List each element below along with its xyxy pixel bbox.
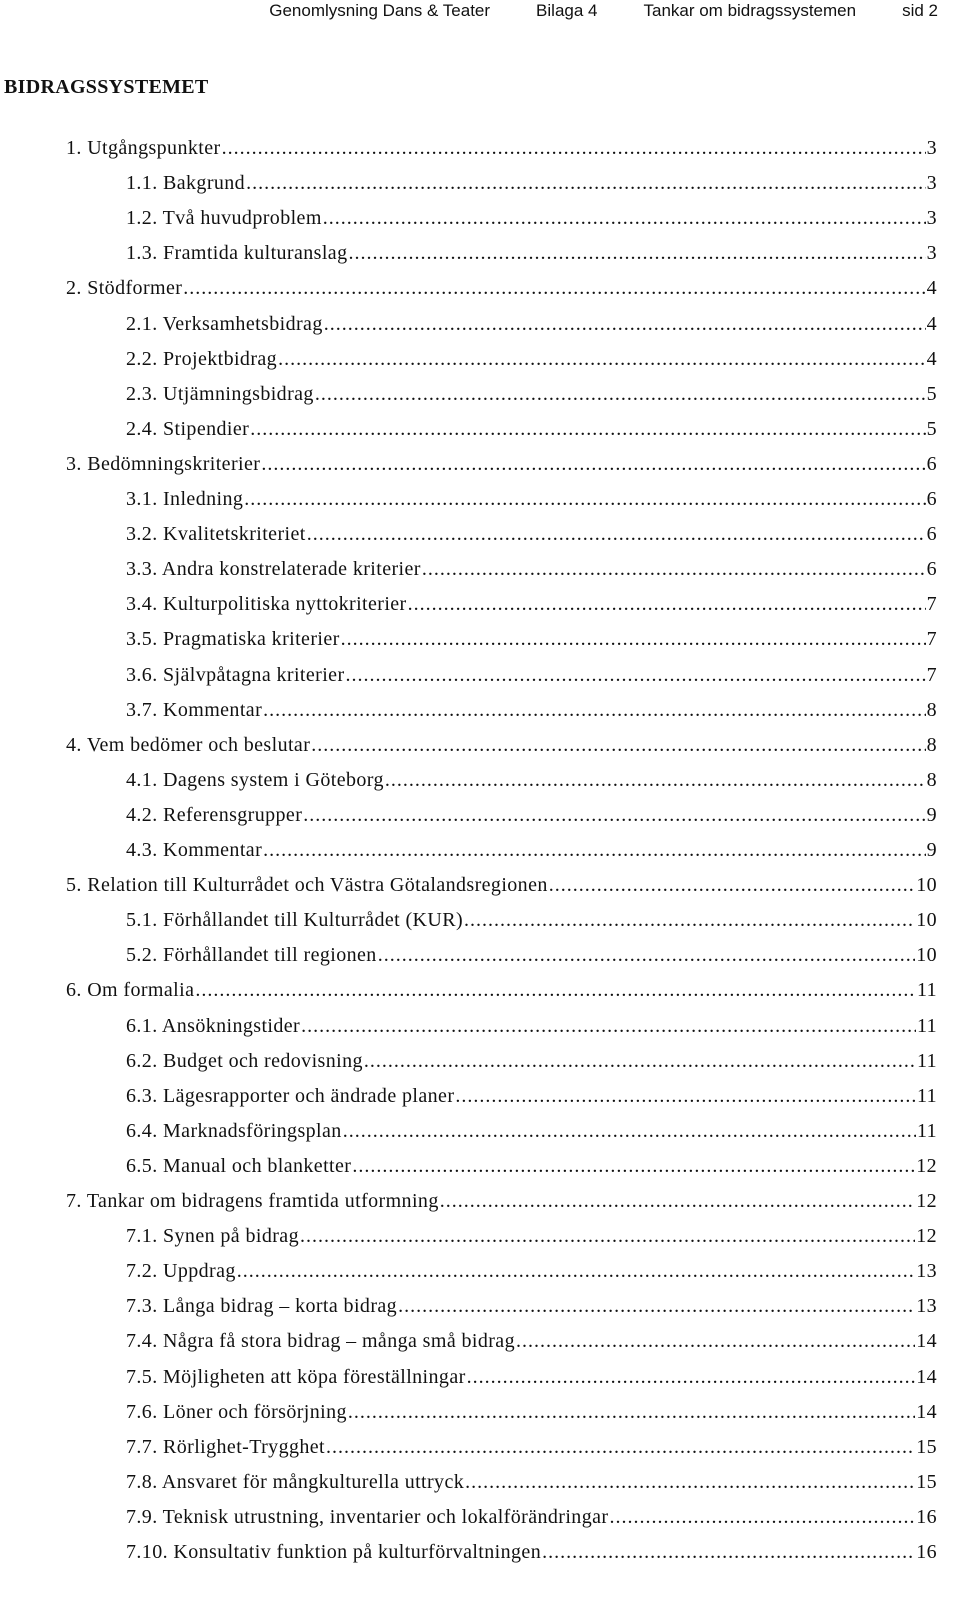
toc-entry-page: 3 <box>926 242 937 265</box>
toc-entry-page: 5 <box>926 382 937 405</box>
toc-entry[interactable] <box>126 660 937 690</box>
toc-dot-leader <box>183 273 925 303</box>
toc-entry[interactable] <box>126 168 937 198</box>
toc-entry-page: 11 <box>916 979 937 1002</box>
toc-dot-leader <box>364 1046 916 1076</box>
toc-entry[interactable] <box>126 1291 937 1321</box>
toc-dot-leader <box>315 379 926 409</box>
toc-entry-label: 3.3. Andra konstrelaterade kriterier <box>126 558 421 581</box>
header-page-number: sid 2 <box>902 1 938 20</box>
toc-entry-page: 13 <box>916 1295 937 1318</box>
toc-dot-leader <box>348 238 925 268</box>
toc-entry[interactable] <box>126 624 937 654</box>
toc-entry[interactable] <box>126 1397 937 1427</box>
toc-entry[interactable] <box>66 133 937 163</box>
toc-entry-label: 3.1. Inledning <box>126 488 244 510</box>
toc-entry[interactable] <box>126 1256 937 1286</box>
toc-entry-page: 3 <box>926 207 937 230</box>
toc-entry-label: 6.4. Marknadsföringsplan <box>126 1119 342 1142</box>
toc-entry-page: 9 <box>926 803 937 826</box>
toc-entry[interactable] <box>126 765 937 795</box>
toc-dot-leader <box>307 519 926 549</box>
toc-dot-leader <box>422 554 926 584</box>
toc-entry-label: 3.7. Kommentar <box>126 698 263 721</box>
toc-dot-leader <box>467 1362 916 1392</box>
toc-entry-label: 5.2. Förhållandet till regionen <box>126 944 377 967</box>
toc-entry-page: 10 <box>916 944 937 967</box>
toc-entry-label: 7. Tankar om bidragens framtida utformning <box>66 1190 439 1212</box>
toc-entry-label: 6.1. Ansökningstider <box>126 1014 301 1037</box>
toc-entry-label: 4. Vem bedömer och beslutar <box>66 733 311 756</box>
toc-dot-leader <box>455 1081 916 1111</box>
toc-entry[interactable] <box>66 449 937 479</box>
toc-entry-page: 12 <box>916 1190 937 1212</box>
toc-dot-leader <box>346 660 926 690</box>
toc-dot-leader <box>300 1221 915 1251</box>
toc-entry-label: 3.2. Kvalitetskriteriet <box>126 523 306 546</box>
toc-entry-page: 4 <box>926 277 937 300</box>
toc-entry[interactable] <box>126 695 937 725</box>
toc-dot-leader <box>195 975 916 1005</box>
toc-entry-label: 6.5. Manual och blanketter <box>126 1154 352 1177</box>
toc-dot-leader <box>311 730 925 760</box>
toc-entry[interactable] <box>126 1537 937 1567</box>
toc-entry[interactable] <box>66 730 937 760</box>
toc-dot-leader <box>464 905 915 935</box>
toc-dot-leader <box>324 309 926 339</box>
toc-entry-page: 8 <box>926 733 937 756</box>
toc-entry[interactable] <box>66 975 937 1005</box>
toc-dot-leader <box>263 835 925 865</box>
toc-entry-page: 10 <box>916 874 937 897</box>
document-title: BIDRAGSSYSTEMET <box>4 76 209 98</box>
toc-entry-label: 7.9. Teknisk utrustning, inventarier och lokalförändringar <box>126 1505 609 1528</box>
toc-entry-label: 7.2. Uppdrag <box>126 1260 236 1283</box>
toc-entry[interactable] <box>126 379 937 409</box>
toc-entry-page: 11 <box>916 1084 937 1107</box>
toc-entry-label: 6. Om formalia <box>66 979 195 1002</box>
page-header <box>0 0 938 25</box>
toc-entry[interactable] <box>126 1116 937 1146</box>
toc-entry[interactable] <box>126 1221 937 1251</box>
toc-dot-leader <box>352 1151 915 1181</box>
toc-entry-page: 6 <box>926 488 937 510</box>
toc-dot-leader <box>341 624 926 654</box>
toc-entry-label: 7.5. Möjligheten att köpa föreställningar <box>126 1365 466 1388</box>
toc-entry-page: 16 <box>916 1505 937 1528</box>
toc-entry-page: 11 <box>916 1119 937 1142</box>
toc-dot-leader <box>222 133 926 163</box>
toc-dot-leader <box>343 1116 916 1146</box>
toc-entry-label: 7.4. Några få stora bidrag – många små bidrag <box>126 1330 515 1353</box>
toc-entry[interactable] <box>126 484 937 514</box>
toc-entry-page: 12 <box>916 1225 937 1248</box>
toc-entry-label: 7.7. Rörlighet-Trygghet <box>126 1435 326 1458</box>
toc-entry[interactable] <box>126 905 937 935</box>
toc-entry-page: 6 <box>926 452 937 475</box>
toc-entry[interactable] <box>126 1081 937 1111</box>
toc-entry-page: 7 <box>926 628 937 651</box>
toc-entry[interactable] <box>126 940 937 970</box>
toc-entry-page: 9 <box>926 839 937 861</box>
toc-dot-leader <box>440 1186 915 1216</box>
toc-entry-label: 3.6. Självpåtagna kriterier <box>126 663 345 686</box>
toc-entry-label: 5. Relation till Kulturrådet och Västra Götalandsregionen <box>66 874 548 897</box>
toc-entry-page: 11 <box>916 1049 937 1072</box>
toc-entry-page: 16 <box>916 1541 937 1563</box>
toc-entry-page: 14 <box>916 1400 937 1423</box>
header-topic: Tankar om bidragssystemen <box>643 1 857 20</box>
toc-entry-page: 6 <box>926 523 937 546</box>
toc-dot-leader <box>326 1432 915 1462</box>
toc-dot-leader <box>301 1011 916 1041</box>
toc-entry[interactable] <box>126 1467 937 1497</box>
toc-entry-page: 3 <box>926 137 937 159</box>
toc-dot-leader <box>323 203 926 233</box>
toc-entry[interactable] <box>66 870 937 900</box>
toc-dot-leader <box>408 589 926 619</box>
toc-dot-leader <box>250 414 925 444</box>
header-title: Genomlysning Dans & Teater <box>269 1 491 20</box>
toc-entry-label: 2. Stödformer <box>66 277 183 300</box>
toc-entry-page: 4 <box>926 312 937 335</box>
toc-entry-label: 1.2. Två huvudproblem <box>126 207 322 230</box>
toc-entry-label: 2.1. Verksamhetsbidrag <box>126 312 323 335</box>
toc-entry-label: 1.1. Bakgrund <box>126 172 246 195</box>
toc-entry-page: 5 <box>926 417 937 440</box>
toc-entry[interactable] <box>126 238 937 268</box>
toc-entry-label: 6.3. Lägesrapporter och ändrade planer <box>126 1084 455 1107</box>
toc-entry[interactable] <box>66 273 937 303</box>
toc-dot-leader <box>303 800 925 830</box>
toc-entry-page: 15 <box>916 1470 937 1493</box>
toc-dot-leader <box>516 1326 915 1356</box>
toc-entry[interactable] <box>126 1011 937 1041</box>
toc-entry-page: 8 <box>926 768 937 791</box>
toc-entry-label: 4.3. Kommentar <box>126 839 263 861</box>
toc-dot-leader <box>244 484 925 514</box>
toc-entry[interactable] <box>126 1502 937 1532</box>
toc-entry-label: 1.3. Framtida kulturanslag <box>126 242 348 265</box>
toc-entry-page: 8 <box>926 698 937 721</box>
toc-entry[interactable] <box>126 519 937 549</box>
toc-entry[interactable] <box>126 414 937 444</box>
toc-entry-page: 3 <box>926 172 937 195</box>
toc-entry-label: 6.2. Budget och redovisning <box>126 1049 363 1072</box>
toc-dot-leader <box>348 1397 915 1427</box>
toc-entry-label: 7.10. Konsultativ funktion på kulturförvaltningen <box>126 1541 542 1563</box>
toc-entry[interactable] <box>126 554 937 584</box>
toc-entry[interactable] <box>126 1151 937 1181</box>
toc-entry-label: 5.1. Förhållandet till Kulturrådet (KUR) <box>126 909 464 932</box>
toc-entry-page: 12 <box>916 1154 937 1177</box>
toc-entry[interactable] <box>126 800 937 830</box>
toc-entry[interactable] <box>66 1186 937 1216</box>
toc-entry[interactable] <box>126 835 937 865</box>
toc-entry-label: 4.2. Referensgrupper <box>126 803 303 826</box>
toc-dot-leader <box>549 870 915 900</box>
toc-dot-leader <box>385 765 926 795</box>
toc-entry-page: 13 <box>916 1260 937 1283</box>
toc-entry-label: 7.8. Ansvaret för mångkulturella uttryck <box>126 1470 465 1493</box>
toc-entry[interactable] <box>126 344 937 374</box>
header-appendix: Bilaga 4 <box>536 1 598 20</box>
toc-entry-label: 2.3. Utjämningsbidrag <box>126 382 314 405</box>
toc-entry-label: 3.5. Pragmatiska kriterier <box>126 628 340 651</box>
toc-entry-page: 7 <box>926 663 937 686</box>
toc-dot-leader <box>398 1291 915 1321</box>
toc-entry[interactable] <box>126 1432 937 1462</box>
toc-entry-label: 7.1. Synen på bidrag <box>126 1225 299 1248</box>
toc-entry-label: 7.6. Löner och försörjning <box>126 1400 347 1423</box>
toc-dot-leader <box>246 168 926 198</box>
toc-entry-page: 14 <box>916 1365 937 1388</box>
toc-entry[interactable] <box>126 309 937 339</box>
toc-dot-leader <box>261 449 925 479</box>
toc-entry-label: 4.1. Dagens system i Göteborg <box>126 768 384 791</box>
toc-entry-label: 2.2. Projektbidrag <box>126 347 278 370</box>
toc-entry-page: 4 <box>926 347 937 370</box>
toc-entry[interactable] <box>126 1362 937 1392</box>
toc-entry-label: 2.4. Stipendier <box>126 417 250 440</box>
toc-dot-leader <box>263 695 925 725</box>
toc-dot-leader <box>542 1537 915 1567</box>
toc-dot-leader <box>609 1502 915 1532</box>
toc-entry-page: 6 <box>926 558 937 581</box>
toc-entry-label: 3.4. Kulturpolitiska nyttokriterier <box>126 593 407 616</box>
toc-entry-label: 3. Bedömningskriterier <box>66 452 261 475</box>
toc-entry-page: 15 <box>916 1435 937 1458</box>
toc-entry-label: 7.3. Långa bidrag – korta bidrag <box>126 1295 398 1318</box>
toc-entry[interactable] <box>126 1326 937 1356</box>
toc-entry-page: 11 <box>916 1014 937 1037</box>
toc-dot-leader <box>465 1467 915 1497</box>
toc-entry[interactable] <box>126 589 937 619</box>
toc-entry-page: 7 <box>926 593 937 616</box>
toc-dot-leader <box>378 940 916 970</box>
toc-entry[interactable] <box>126 1046 937 1076</box>
toc-entry-label: 1. Utgångspunkter <box>66 137 221 159</box>
toc-dot-leader <box>278 344 926 374</box>
toc-dot-leader <box>237 1256 915 1286</box>
toc-entry-page: 14 <box>916 1330 937 1353</box>
toc-entry[interactable] <box>126 203 937 233</box>
toc-entry-page: 10 <box>916 909 937 932</box>
